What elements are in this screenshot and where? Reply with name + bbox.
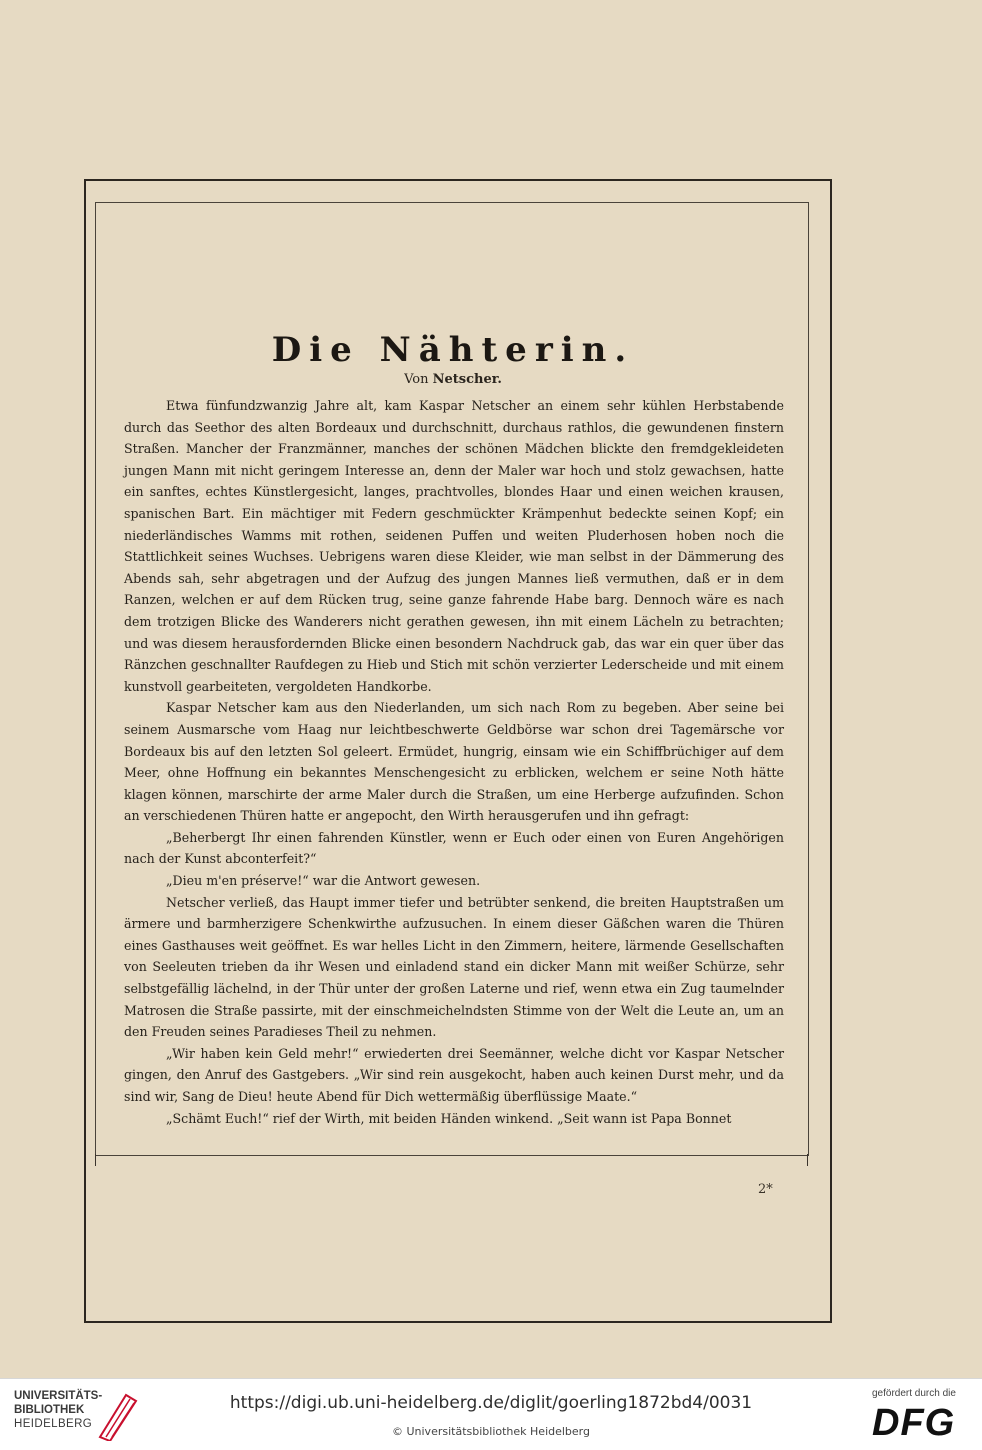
article-title: Die Nähterin. [271, 330, 635, 370]
funder-caption: gefördert durch die [872, 1388, 956, 1399]
paragraph: „Schämt Euch!“ rief der Wirth, mit beiden Händen winkend. „Seit wann ist Papa Bonnet [166, 1110, 732, 1126]
viewer-footer [0, 1378, 982, 1450]
article-byline [0, 372, 906, 387]
library-name-line: UNIVERSITÄTS- [14, 1390, 103, 1402]
frame-corner-tick [95, 1154, 96, 1166]
paragraph: Kaspar Netscher kam aus den Niederlanden, um sich nach Rom zu begeben. Aber seine bei seinem Ausmarsche vom Haag nur leichtbeschwerte Geldbörse war schon drei Tagemärsche vor Bordeaux bis auf den letzten Sol geleert. Ermüdet, hungrig, einsam wie ein Schiffbrüchiger auf dem Meer, ohne Hoffnung ein bekanntes Menschengesicht zu erblicken, welchem er seine Noth hätte klagen können, marschirte der arme Maler durch die Straßen, um eine Herberge aufzufinden. Schon an verschiedenen Thüren hatte er angepocht, den Wirth herausgerufen und ihn gefragt: [124, 700, 784, 824]
paragraph: „Wir haben kein Geld mehr!“ erwiederten drei Seemänner, welche dicht vor Kaspar Netscher gingen, den Anruf des Gastgebers. „Wir sind rein ausgekocht, haben auch keinen Durst mehr, und da sind wir, Sang de Dieu! heute Abend für Dich wettermäßig überflüssige Maate.“ [124, 1045, 784, 1104]
byline-prefix: Von [404, 372, 429, 387]
paragraph: „Dieu m'en préserve!“ war die Antwort gewesen. [166, 873, 481, 889]
page-number: 2* [758, 1182, 773, 1197]
library-name-line: HEIDELBERG [14, 1418, 93, 1430]
paragraph: Etwa fünfundzwanzig Jahre alt, kam Kaspar Netscher an einem sehr kühlen Herbstabende durch das Seethor des alten Bordeaux und durchschnitt, durchaus rathlos, die gewundenen finstern Straßen. Mancher der Franzmänner, manches der schönen Mädchen blickte den fremdgekleideten jungen Mann mit nicht geringem Interesse an, denn der Maler war hoch und stolz gewachsen, hatte ein sanftes, echtes Künstlergesicht, langes, prachtvolles, blondes Haar und einen weichen krausen, spanischen Bart. Ein mächtiger mit Federn geschmückter Krämpenhut bedeckte seinen Kopf; ein niederländisches Wamms mit rothen, seidenen Puffen und weiten Pluderhosen hoben noch die Stattlichkeit seines Wuchses. Uebrigens waren diese Kleider, wie man selbst in der Dämmerung des Abends sah, sehr abgetragen und der Aufzug des jungen Mannes ließ vermuthen, daß er in dem Ranzen, welchen er auf dem Rücken trug, seine ganze fahrende Habe barg. Dennoch wäre es nach dem trotzigen Blicke des Wanderers nicht gerathen gewesen, ihn mit einem Lächeln zu betrachten; und was diesem herausfordernden Blicke einen besondern Nachdruck gab, das war ein quer über das Ränzchen geschnallter Raufdegen zu Hieb und Stich mit schön verzierter Lederscheide und mit einem kunstvoll gearbeiteten, vergoldeten Handkorbe. [124, 398, 784, 694]
copyright-notice: © Universitätsbibliothek Heidelberg [391, 1425, 590, 1438]
paragraph: „Beherbergt Ihr einen fahrenden Künstler, wenn er Euch oder einen von Euren Angehörigen nach der Kunst abconterfeit?“ [124, 829, 784, 867]
library-name-line: BIBLIOTHEK [14, 1404, 85, 1416]
paragraph: Netscher verließ, das Haupt immer tiefer und betrübter senkend, die breiten Hauptstraßen um ärmere und barmherzigere Schenkwirthe aufzusuchen. In einem dieser Gäßchen waren die Thüren eines Gasthauses weit geöffnet. Es war helles Licht in den Zimmern, heitere, lärmende Gesellschaften von Seeleuten trieben da ihr Wesen und einladend stand ein dicker Mann mit weißer Schürze, sehr selbstgefällig lächelnd, in der Thür unter der großen Laterne und rief, wenn etwa ein Zug taumelnder Matrosen die Straße passirte, mit der einschmeichelndsten Stimme von der Welt die Leute an, um an den Freuden seines Paradieses Theil zu nehmen. [124, 894, 784, 1040]
frame-corner-tick [807, 1154, 808, 1166]
permalink-url[interactable]: https://digi.ub.uni-heidelberg.de/diglit/goerling1872bd4/0031 [229, 1393, 753, 1413]
dfg-logo[interactable]: DFG [872, 1402, 956, 1444]
article-body [124, 395, 784, 1129]
byline-author: Netscher. [432, 372, 502, 387]
